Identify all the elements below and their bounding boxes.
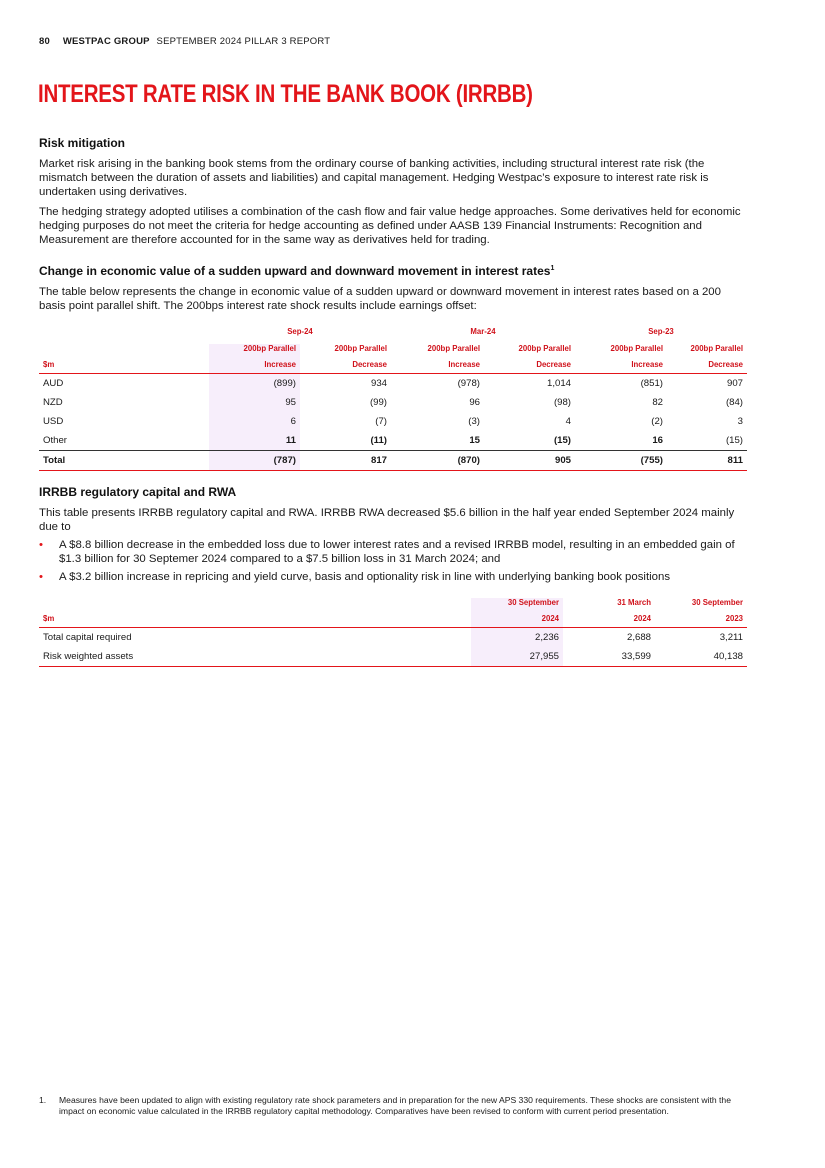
row-label: Risk weighted assets — [39, 647, 471, 667]
footnote-marker: 1 — [550, 264, 555, 272]
table-row — [39, 393, 747, 412]
table-cell: (787) — [209, 451, 300, 471]
table-cell: (978) — [457, 378, 480, 390]
table-cell: 811 — [667, 451, 747, 471]
bullet-text: A $8.8 billion decrease in the embedded loss due to lower interest rates and a revised IRRBB model, resulting in an embedded gain of $1.3 billion for 30 Septemer 2024 compared to a $7.5 billion loss in 31 March 2024; and — [59, 538, 735, 565]
bullet-icon: • — [39, 538, 43, 551]
table-cell: (870) — [391, 451, 484, 471]
table-cell: 96 — [469, 397, 480, 409]
table-cell: (7) — [375, 416, 387, 428]
table-cell: 4 — [565, 416, 571, 428]
irrbb-bullets — [39, 539, 747, 584]
table-cell: 16 — [575, 431, 667, 451]
table-cell: 6 — [209, 412, 300, 431]
table-cell: 82 — [652, 397, 663, 409]
table-cell: 11 — [209, 431, 300, 451]
col-top: 200bp Parallel — [518, 344, 571, 354]
table-cell: (15) — [484, 431, 575, 451]
table-cell: (15) — [667, 431, 747, 451]
list-item — [39, 539, 747, 567]
table-row — [39, 412, 747, 431]
unit-label: $m — [39, 360, 209, 374]
table-cell: 3,211 — [719, 632, 743, 644]
table-cell: (2) — [651, 416, 663, 428]
col-decrease: Decrease — [667, 360, 747, 374]
col-decrease: Decrease — [300, 360, 391, 374]
unit-label: $m — [39, 614, 471, 628]
footnote-number: 1. — [39, 1095, 47, 1105]
table-cell: 27,955 — [471, 647, 563, 667]
col-increase: Increase — [209, 360, 300, 374]
total-row — [39, 451, 747, 471]
table-cell: 817 — [300, 451, 391, 471]
col-top: 200bp Parallel — [427, 344, 480, 354]
table-row — [39, 374, 747, 394]
col-year: 2023 — [655, 614, 747, 628]
change-heading — [39, 264, 747, 278]
table-cell: (3) — [468, 416, 480, 428]
table-cell: 95 — [209, 393, 300, 412]
list-item — [39, 571, 747, 585]
bullet-icon: • — [39, 570, 43, 583]
table-row — [39, 431, 747, 451]
table-cell: 1,014 — [546, 378, 571, 390]
col-top: 200bp Parallel — [334, 344, 387, 354]
page-title: INTEREST RATE RISK IN THE BANK BOOK (IRRBB) — [38, 80, 533, 108]
change-intro: The table below represents the change in economic value of a sudden upward or downward movement in interest rates based on a 200 basis point parallel shift. The 200bps interest rate shock results include earnings offset: — [39, 285, 721, 312]
col-year: 2024 — [563, 614, 655, 628]
row-label: NZD — [43, 397, 63, 409]
row-label: Other — [39, 431, 209, 451]
table-cell: (99) — [369, 397, 387, 409]
table-cell: 934 — [370, 378, 387, 390]
table-cell: (899) — [209, 374, 300, 394]
col-decrease: Decrease — [484, 360, 575, 374]
economic-value-table — [39, 327, 747, 471]
col-year: 2024 — [471, 614, 563, 628]
irrbb-intro: This table presents IRRBB regulatory capital and RWA. IRRBB RWA decreased $5.6 billion in the half year ended September 2024 mainly due to — [39, 507, 735, 534]
col-top: 200bp Parallel — [610, 344, 663, 354]
col-top: 30 September — [691, 598, 743, 608]
table-cell: (11) — [300, 431, 391, 451]
table-cell: 907 — [726, 378, 743, 390]
row-label: Total capital required — [43, 632, 132, 644]
group-header-mar24: Mar-24 — [470, 327, 496, 337]
table-cell: 3 — [737, 416, 743, 428]
footnote — [39, 1095, 747, 1116]
table-cell: 15 — [391, 431, 484, 451]
table-cell: 2,688 — [626, 632, 651, 644]
col-top: 200bp Parallel — [209, 344, 300, 360]
row-label: AUD — [43, 378, 64, 390]
main-content — [39, 136, 747, 667]
table-cell: (84) — [725, 397, 743, 409]
irrbb-heading: IRRBB regulatory capital and RWA — [39, 485, 237, 500]
bullet-text: A $3.2 billion increase in repricing and yield curve, basis and optionality risk in line with underlying banking book positions — [59, 570, 671, 583]
risk-mitigation-para-1: Market risk arising in the banking book stems from the ordinary course of banking activities, including structural interest rate risk (the mismatch between the duration of assets and liabilities) and capital management. Hedging Westpac’s exposure to interest rate risk is undertaken using derivatives. — [39, 158, 709, 198]
col-top: 31 March — [617, 598, 651, 608]
page-header — [39, 36, 330, 47]
col-top: 200bp Parallel — [690, 344, 743, 354]
row-label: Total — [39, 451, 209, 471]
table-cell: 40,138 — [655, 647, 747, 667]
table-cell: (851) — [640, 378, 663, 390]
risk-mitigation-para-2: The hedging strategy adopted utilises a combination of the cash flow and fair value hedge approaches. Some derivatives held for economic hedging purposes do not meet the criteria for hedge accounting as defined under AASB 139 Financial Instruments: Recognition and Measurement are therefore accounted for in the same way as derivatives held for trading. — [39, 206, 741, 246]
group-header-sep23: Sep-23 — [648, 327, 674, 337]
table-cell: 905 — [484, 451, 575, 471]
row-label: USD — [43, 416, 64, 428]
table-cell: (98) — [553, 397, 571, 409]
table-cell: (755) — [575, 451, 667, 471]
company-name: WESTPAC GROUP — [62, 36, 150, 47]
group-header-sep24: Sep-24 — [287, 327, 313, 337]
table-cell: 33,599 — [563, 647, 655, 667]
table-row — [39, 647, 747, 667]
col-increase: Increase — [391, 360, 484, 374]
col-increase: Increase — [575, 360, 667, 374]
regulatory-capital-table — [39, 598, 747, 667]
risk-mitigation-heading: Risk mitigation — [39, 136, 126, 150]
change-heading-text: Change in economic value of a sudden upward and downward movement in interest rates — [39, 263, 551, 278]
table-cell: 2,236 — [471, 628, 563, 648]
footnote-text: Measures have been updated to align with existing regulatory rate shock parameters and in preparation for the new APS 330 requirements. These shocks are consistent with the impact on economic value calculated in the IRRBB regulatory capital methodology. Comparatives have been revised to conform with current period presentation. — [59, 1095, 731, 1116]
page-number: 80 — [39, 36, 50, 47]
table-row — [39, 628, 747, 648]
report-name: SEPTEMBER 2024 PILLAR 3 REPORT — [156, 36, 331, 47]
col-top: 30 September — [471, 598, 563, 614]
